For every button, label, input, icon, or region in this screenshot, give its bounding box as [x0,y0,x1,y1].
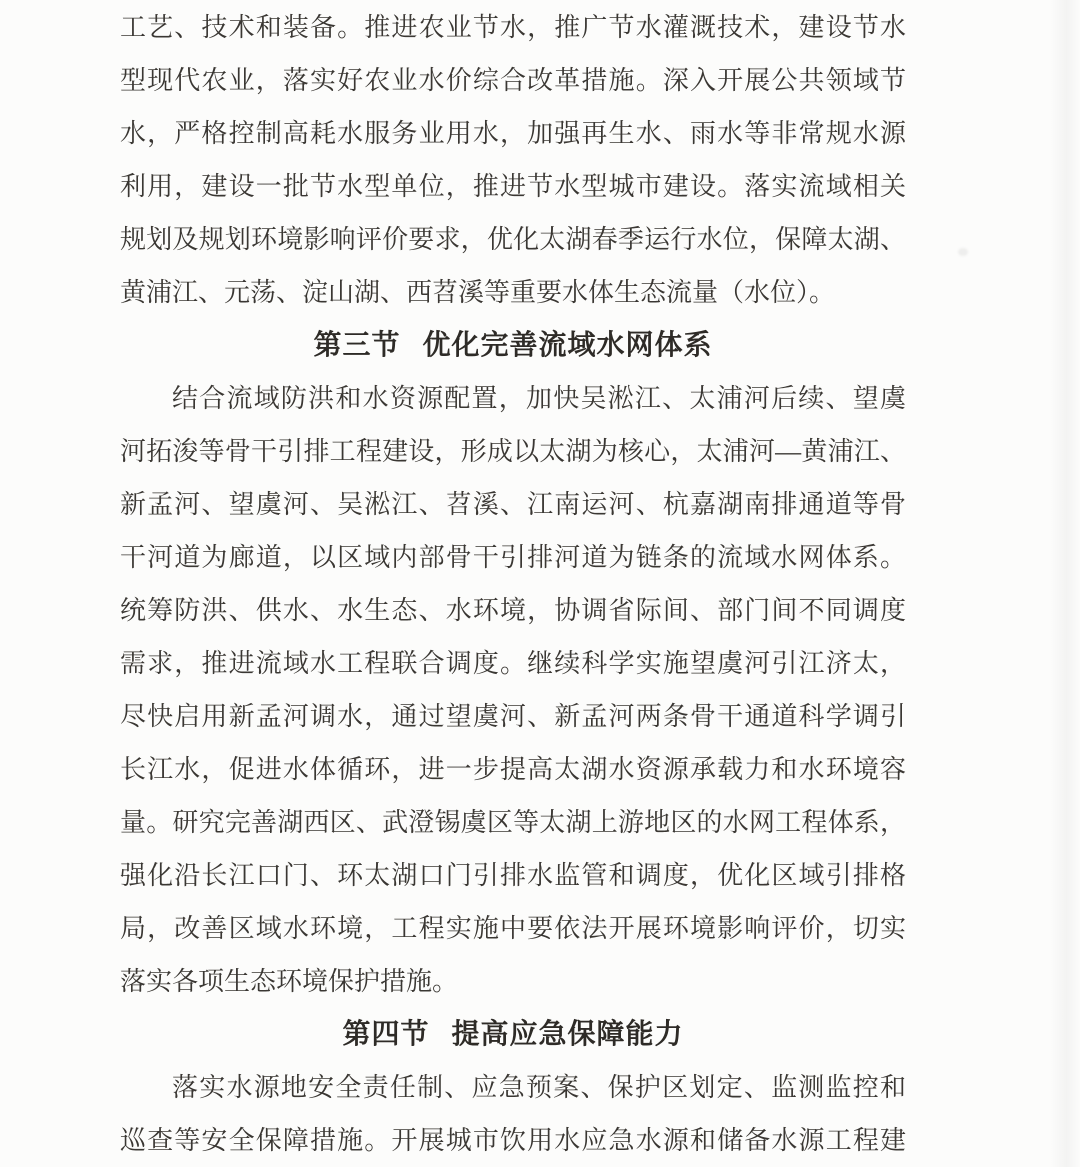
body-line: 落实各项生态环境保护措施。 [120,967,459,996]
body-line: 干河道为廊道，以区域内部骨干引排河道为链条的流域水网体系。 [120,543,906,572]
body-line: 需求，推进流域水工程联合调度。继续科学实施望虞河引江济太， [120,649,906,678]
page-edge-shading [1050,0,1080,1167]
body-line: 尽快启用新孟河调水，通过望虞河、新孟河两条骨干通道科学调引 [120,702,906,731]
body-line: 长江水，促进水体循环，进一步提高太湖水资源承载力和水环境容 [120,755,906,784]
body-line: 水，严格控制高耗水服务业用水，加强再生水、雨水等非常规水源 [120,119,906,148]
section3-number: 第三节 [313,330,401,361]
section4-title: 提高应急保障能力 [451,1019,684,1050]
body-line: 规划及规划环境影响评价要求，优化太湖春季运行水位，保障太湖、 [120,225,906,254]
body-line: 工艺、技术和装备。推进农业节水，推广节水灌溉技术，建设节水 [120,13,906,42]
body-line: 利用，建设一批节水型单位，推进节水型城市建设。落实流域相关 [120,172,906,201]
body-line: 巡查等安全保障措施。开展城市饮用水应急水源和储备水源工程建 [120,1126,906,1155]
body-line: 型现代农业，落实好农业水价综合改革措施。深入开展公共领域节 [120,66,906,95]
scan-speck [958,248,968,256]
body-line: 统筹防洪、供水、水生态、水环境，协调省际间、部门间不同调度 [120,596,906,625]
body-line: 强化沿长江口门、环太湖口门引排水监管和调度，优化区域引排格 [120,861,906,890]
section4-number: 第四节 [342,1019,430,1050]
section3-heading [120,319,906,372]
body-line: 黄浦江、元荡、淀山湖、西苕溪等重要水体生态流量（水位）。 [120,278,836,307]
body-line: 局，改善区域水环境，工程实施中要依法开展环境影响评价，切实 [120,914,906,943]
section4-heading [120,1008,906,1061]
body-line: 结合流域防洪和水资源配置，加快吴淞江、太浦河后续、望虞 [172,384,906,413]
body-line: 落实水源地安全责任制、应急预案、保护区划定、监测监控和 [172,1073,906,1102]
text-column [120,1,906,1167]
section3-title: 优化完善流域水网体系 [422,330,713,361]
body-line: 新孟河、望虞河、吴淞江、苕溪、江南运河、杭嘉湖南排通道等骨 [120,490,906,519]
body-line: 河拓浚等骨干引排工程建设，形成以太湖为核心，太浦河—黄浦江、 [120,437,906,466]
body-line: 量。研究完善湖西区、武澄锡虞区等太湖上游地区的水网工程体系， [120,808,906,837]
